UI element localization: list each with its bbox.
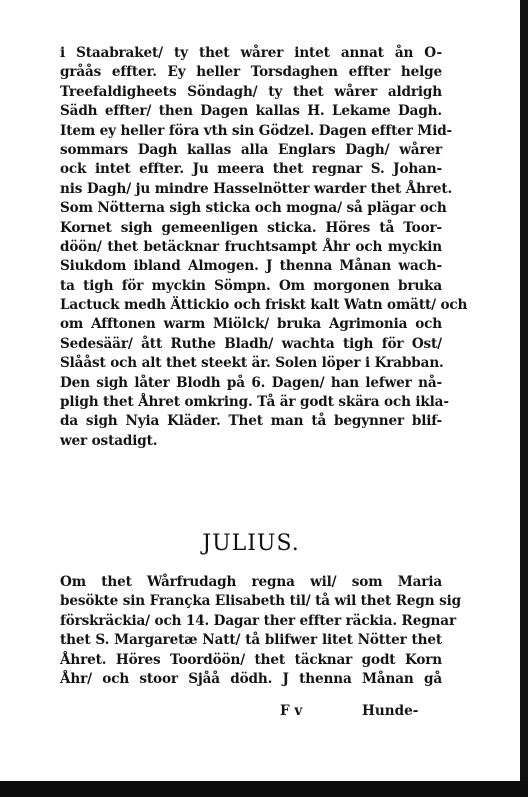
scan-edge-right [520, 0, 528, 797]
text-line: wer ostadigt. [60, 432, 158, 449]
text-line: Åhret. Höres Toordöön/ thet täcknar godt Korn [60, 651, 442, 668]
text-line: Åhr/ och stoor Sjåå dödh. J thenna Månan gå [60, 670, 442, 687]
text-line: gråås effter. Ey heller Torsdaghen effter helge [60, 64, 442, 81]
text-line: da sigh Nyia Kläder. Thet man tå begynner blif- [60, 413, 442, 430]
text-line: döön/ thet betäcknar fruchtsampt Åhr och myckin [60, 238, 442, 255]
text-line: förskräckia/ och 14. Dagar ther effter räckia. Regnar [60, 612, 456, 629]
text-line: om Afftonen warm Miölck/ bruka Agrimonia och [60, 316, 442, 333]
text-line: besökte sin Françka Elisabeth til/ tå wil thet Regn sig [60, 593, 461, 610]
paragraph-julius [60, 573, 461, 689]
paragraph-june-continued [60, 44, 468, 451]
text-line: Kornet sigh gemeenligen sticka. Höres tå Toor- [60, 219, 442, 236]
text-line: Lactuck medh Ättickio och friskt kalt Watn omätt/ och [60, 297, 468, 314]
text-line: Siukdom ibland Almogen. J thenna Månan wach- [60, 258, 442, 275]
text-line: Sedesäär/ ått Ruthe Bladh/ wachta tigh för Ost/ [60, 335, 442, 352]
text-line: Sädh effter/ then Dagen kallas H. Lekame Dagh. [60, 103, 442, 120]
text-line: Item ey heller föra vth sin Gödzel. Dagen effter Mid- [60, 122, 453, 139]
signature-mark: F v [280, 703, 303, 719]
text-line: i Staabraket/ ty thet wårer intet annat ån O- [60, 45, 442, 61]
text-line: Som Nötterna sigh sticka och mogna/ så plägar och [60, 200, 447, 217]
text-line: ta tigh för myckin Sömpn. Om morgonen bruka [60, 277, 442, 294]
text-line: sommars Dagh kallas alla Englars Dagh/ wårer [60, 141, 442, 158]
catchword: Hunde- [362, 703, 419, 719]
text-line: ock intet effter. Ju meera thet regnar S. Johan- [60, 161, 442, 178]
section-heading-julius: JULIUS. [202, 531, 300, 556]
text-line: thet S. Margaretæ Natt/ tå blifwer litet Nötter thet [60, 632, 442, 649]
text-line: Den sigh låter Blodh på 6. Dagen/ han lefwer nå- [60, 374, 442, 391]
text-line: pligh thet Åhret omkring. Tå är godt skära och ikla- [60, 394, 449, 411]
text-line: nis Dagh/ ju mindre Hasselnötter warder thet Åhret. [60, 180, 453, 197]
text-line: Om thet Wårfrudagh regna wil/ som Maria [60, 574, 442, 590]
scan-edge-bottom [0, 781, 528, 797]
text-line: Treefaldigheets Söndagh/ ty thet wårer aldrigh [60, 83, 442, 100]
text-line: Slååst och alt thet steekt är. Solen löper i Krabban. [60, 355, 444, 372]
